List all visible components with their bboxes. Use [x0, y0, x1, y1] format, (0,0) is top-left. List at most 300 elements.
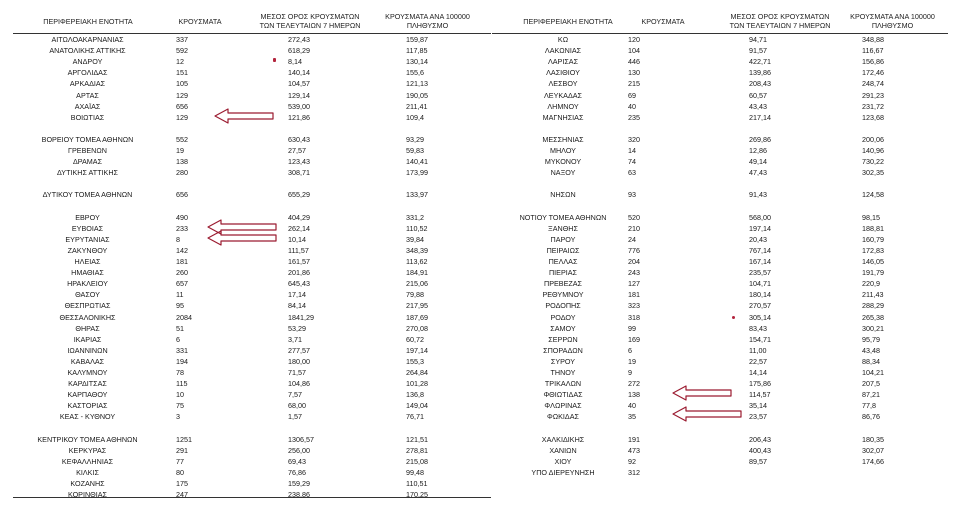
per100k-value: 265,38: [862, 312, 884, 322]
avg7-value: 12,86: [749, 146, 767, 155]
per100k-value: 288,29: [862, 301, 884, 311]
region-name: ΑΝΑΤΟΛΙΚΗΣ ΑΤΤΙΚΗΣ: [49, 46, 126, 56]
region-name: ΠΑΡΟΥ: [550, 234, 576, 244]
cases-value: 318: [628, 312, 640, 322]
per100k-value: 173,99: [406, 168, 428, 178]
avg7-value: 49,14: [749, 157, 767, 167]
per100k-value: 156,86: [862, 57, 884, 67]
cases-value: 191: [628, 434, 640, 444]
region-name: ΛΕΥΚΑΔΑΣ: [543, 90, 582, 100]
arrow-fthiotida-icon: [672, 385, 732, 401]
avg7-value: 84,14: [288, 301, 306, 311]
table-row: [0, 389, 959, 400]
cases-value: 69: [628, 90, 636, 100]
region-name: ΠΡΕΒΕΖΑΣ: [544, 279, 582, 289]
cases-value: 74: [628, 157, 636, 167]
per100k-value: 99,48: [406, 467, 424, 477]
cases-value: 776: [628, 245, 640, 255]
region-name: ΗΜΑΘΙΑΣ: [71, 268, 104, 278]
table-row: [0, 90, 959, 101]
avg7-value: 308,71: [288, 168, 310, 178]
avg7-value: 27,57: [288, 146, 306, 155]
table-row: [0, 289, 959, 300]
avg7-value: 161,57: [288, 257, 310, 266]
left-header-per100k-line2: ΠΛΗΘΥΣΜΟ: [406, 21, 449, 30]
cases-value: 204: [628, 257, 640, 266]
region-name: ΚΙΛΚΙΣ: [76, 467, 99, 477]
region-name: ΣΑΜΟΥ: [550, 323, 576, 333]
region-name: ΛΗΜΝΟΥ: [547, 101, 579, 111]
table-row: [0, 312, 959, 323]
avg7-value: 69,43: [288, 456, 306, 466]
avg7-value: 154,71: [749, 334, 771, 344]
region-name: ΖΑΚΥΝΘΟΥ: [67, 245, 108, 255]
table-row: [0, 56, 959, 67]
table-row: [0, 101, 959, 112]
region-name: ΘΗΡΑΣ: [75, 323, 100, 333]
region-name: ΛΑΣΙΘΙΟΥ: [546, 68, 580, 78]
cases-value: 24: [628, 234, 636, 244]
per100k-value: 86,76: [862, 412, 880, 422]
cases-value: 272: [628, 379, 640, 389]
region-name: ΜΥΚΟΝΟΥ: [544, 157, 582, 167]
region-name: ΚΑΣΤΟΡΙΑΣ: [67, 401, 108, 411]
avg7-value: 3,71: [288, 334, 302, 344]
avg7-value: 1,57: [288, 412, 302, 422]
table-row: [0, 378, 959, 389]
region-name: ΚΑΡΔΙΤΣΑΣ: [68, 379, 107, 389]
cases-value: 6: [176, 334, 180, 344]
region-name: ΧΙΟΥ: [554, 456, 572, 466]
region-name: ΚΕΦΑΛΛΗΝΙΑΣ: [61, 456, 114, 466]
region-name: ΥΠΟ ΔΙΕΡΕΥΝΗΣΗ: [531, 467, 595, 477]
avg7-value: 22,57: [749, 356, 767, 366]
per100k-value: 270,08: [406, 323, 428, 333]
table-row: [0, 267, 959, 278]
per100k-value: 197,14: [406, 345, 428, 355]
avg7-value: 767,14: [749, 245, 771, 255]
table-row: [0, 489, 959, 500]
region-name: ΑΡΓΟΛΙΔΑΣ: [67, 68, 108, 78]
region-name: ΘΕΣΠΡΩΤΙΑΣ: [64, 301, 111, 311]
cases-value: 656: [176, 101, 188, 111]
cases-value: 129: [176, 112, 188, 122]
region-name: ΞΑΝΘΗΣ: [548, 223, 578, 233]
per100k-value: 191,79: [862, 268, 884, 278]
table-row: [0, 323, 959, 334]
region-name: ΛΑΚΩΝΙΑΣ: [544, 46, 582, 56]
region-name: ΑΙΤΩΛΟΑΚΑΡΝΑΝΙΑΣ: [51, 35, 124, 44]
cases-value: 35: [628, 412, 636, 422]
table-row: [0, 400, 959, 411]
right-header-avg-line2: ΤΩΝ ΤΕΛΕΥΤΑΙΩΝ 7 ΗΜΕΡΩΝ: [729, 21, 831, 30]
per100k-value: 211,43: [862, 290, 884, 300]
per100k-value: 187,69: [406, 312, 428, 322]
avg7-value: 201,86: [288, 268, 310, 278]
left-header-region: ΠΕΡΙΦΕΡΕΙΑΚΗ ΕΝΟΤΗΤΑ: [43, 17, 133, 26]
cases-value: 2084: [176, 312, 192, 322]
left-header-per100k: [370, 12, 485, 30]
right-header-avg: [725, 12, 835, 30]
per100k-value: 101,28: [406, 379, 428, 389]
cases-value: 656: [176, 190, 188, 200]
cases-value: 233: [176, 223, 188, 233]
cases-value: 323: [628, 301, 640, 311]
avg7-value: 7,57: [288, 390, 302, 400]
per100k-value: 160,79: [862, 234, 884, 244]
table-row: [0, 212, 959, 223]
per100k-value: 184,91: [406, 268, 428, 278]
per100k-value: 155,6: [406, 68, 424, 78]
per100k-value: 159,87: [406, 35, 428, 44]
per100k-value: 77,8: [862, 401, 876, 411]
per100k-value: 121,51: [406, 434, 428, 444]
per100k-value: 730,22: [862, 157, 884, 167]
table-row: [0, 134, 959, 145]
avg7-value: 235,57: [749, 268, 771, 278]
per100k-value: 39,84: [406, 234, 424, 244]
per100k-value: 172,46: [862, 68, 884, 78]
cases-value: 151: [176, 68, 188, 78]
avg7-value: 68,00: [288, 401, 306, 411]
region-name: ΜΗΛΟΥ: [550, 146, 576, 155]
per100k-value: 93,29: [406, 134, 424, 144]
region-name: ΓΡΕΒΕΝΩΝ: [68, 146, 107, 155]
avg7-value: 568,00: [749, 212, 771, 222]
avg7-value: 91,57: [749, 46, 767, 56]
table-row: [0, 478, 959, 489]
region-name: ΠΕΙΡΑΙΩΣ: [546, 245, 580, 255]
table-row: [0, 300, 959, 311]
region-name: ΒΟΙΩΤΙΑΣ: [70, 112, 105, 122]
left-header-avg-line1: ΜΕΣΟΣ ΟΡΟΣ ΚΡΟΥΣΜΑΤΩΝ: [260, 12, 360, 21]
region-name: ΒΟΡΕΙΟΥ ΤΟΜΕΑ ΑΘΗΝΩΝ: [41, 134, 134, 144]
region-name: ΜΕΣΣΗΝΙΑΣ: [542, 134, 584, 144]
table-row: [0, 434, 959, 445]
per100k-value: 95,79: [862, 334, 880, 344]
per100k-value: 98,15: [862, 212, 880, 222]
right-header-per100k-line2: ΠΛΗΘΥΣΜΟ: [871, 21, 914, 30]
cases-value: 40: [628, 101, 636, 111]
region-name: ΠΕΛΛΑΣ: [548, 257, 578, 266]
avg7-value: 167,14: [749, 257, 771, 266]
region-name: ΑΧΑΪΑΣ: [74, 101, 101, 111]
region-name: ΛΑΡΙΣΑΣ: [547, 57, 579, 67]
cases-value: 40: [628, 401, 636, 411]
per100k-value: 348,88: [862, 35, 884, 44]
stray-mark: [732, 316, 735, 319]
table-row: [0, 245, 959, 256]
cases-value: 181: [176, 257, 188, 266]
region-name: ΙΩΑΝΝΙΝΩΝ: [67, 345, 108, 355]
table-row: [0, 112, 959, 123]
cases-value: 6: [628, 345, 632, 355]
avg7-value: 1841,29: [288, 312, 314, 322]
region-name: ΜΑΓΝΗΣΙΑΣ: [542, 112, 584, 122]
region-name: ΦΛΩΡΙΝΑΣ: [544, 401, 582, 411]
table-row: [0, 256, 959, 267]
region-name: ΛΕΣΒΟΥ: [548, 79, 578, 89]
right-header-cases: ΚΡΟΥΣΜΑΤΑ: [641, 17, 685, 26]
per100k-value: 130,14: [406, 57, 428, 67]
cases-value: 19: [628, 356, 636, 366]
region-name: ΡΟΔΟΠΗΣ: [545, 301, 581, 311]
table-row: [0, 156, 959, 167]
avg7-value: 14,14: [749, 368, 767, 377]
avg7-value: 121,86: [288, 112, 310, 122]
per100k-value: 331,2: [406, 212, 424, 222]
avg7-value: 11,00: [749, 345, 767, 355]
cases-value: 92: [628, 456, 636, 466]
per100k-value: 140,41: [406, 157, 428, 167]
avg7-value: 618,29: [288, 46, 310, 56]
cases-value: 490: [176, 212, 188, 222]
per100k-value: 188,81: [862, 223, 884, 233]
table-row: [0, 411, 959, 422]
cases-value: 130: [628, 68, 640, 78]
region-name: ΚΑΒΑΛΑΣ: [70, 356, 105, 366]
region-name: ΔΥΤΙΚΗΣ ΑΤΤΙΚΗΣ: [57, 168, 118, 178]
per100k-value: 170,25: [406, 490, 428, 500]
table-row: [0, 334, 959, 345]
cases-value: 19: [176, 146, 184, 155]
right-header-per100k: [835, 12, 950, 30]
cases-value: 99: [628, 323, 636, 333]
avg7-value: 89,57: [749, 456, 767, 466]
cases-value: 115: [176, 379, 188, 389]
region-name: ΚΕΝΤΡΙΚΟΥ ΤΟΜΕΑ ΑΘΗΝΩΝ: [37, 434, 138, 444]
per100k-value: 140,96: [862, 146, 884, 155]
cases-value: 8: [176, 234, 180, 244]
avg7-value: 655,29: [288, 190, 310, 200]
per100k-value: 88,34: [862, 356, 880, 366]
region-name: ΤΡΙΚΑΛΩΝ: [544, 379, 582, 389]
table-row: [0, 445, 959, 456]
per100k-value: 217,95: [406, 301, 428, 311]
right-header-avg-line1: ΜΕΣΟΣ ΟΡΟΣ ΚΡΟΥΣΜΑΤΩΝ: [730, 12, 830, 21]
per100k-value: 124,58: [862, 190, 884, 200]
region-name: ΕΥΡΥΤΑΝΙΑΣ: [65, 234, 110, 244]
table-row: [0, 34, 959, 45]
cases-value: 9: [628, 368, 632, 377]
region-name: ΡΕΘΥΜΝΟΥ: [542, 290, 584, 300]
avg7-value: 180,00: [288, 356, 310, 366]
per100k-value: 123,68: [862, 112, 884, 122]
cases-value: 78: [176, 368, 184, 377]
per100k-value: 79,88: [406, 290, 424, 300]
table-row: [0, 167, 959, 178]
region-name: ΡΟΔΟΥ: [550, 312, 576, 322]
region-name: ΚΑΛΥΜΝΟΥ: [67, 368, 108, 377]
per100k-value: 220,9: [862, 279, 880, 289]
cases-value: 260: [176, 268, 188, 278]
region-name: ΚΟΖΑΝΗΣ: [70, 479, 105, 488]
cases-value: 138: [628, 390, 640, 400]
avg7-value: 53,29: [288, 323, 306, 333]
region-name: ΑΡΤΑΣ: [76, 90, 99, 100]
cases-value: 337: [176, 35, 188, 44]
cases-value: 63: [628, 168, 636, 178]
region-name: ΕΥΒΟΙΑΣ: [71, 223, 104, 233]
per100k-value: 109,4: [406, 112, 424, 122]
left-header-per100k-line1: ΚΡΟΥΣΜΑΤΑ ΑΝΑ 100000: [385, 12, 470, 21]
arrow-evrytania-icon: [207, 230, 277, 246]
avg7-value: 1306,57: [288, 434, 314, 444]
avg7-value: 139,86: [749, 68, 771, 78]
avg7-value: 539,00: [288, 101, 310, 111]
per100k-value: 300,21: [862, 323, 884, 333]
per100k-value: 136,8: [406, 390, 424, 400]
cases-value: 280: [176, 168, 188, 178]
region-name: ΦΘΙΩΤΙΔΑΣ: [543, 390, 583, 400]
cases-value: 93: [628, 190, 636, 200]
avg7-value: 94,71: [749, 35, 767, 44]
cases-value: 657: [176, 279, 188, 289]
avg7-value: 140,14: [288, 68, 310, 78]
per100k-value: 190,05: [406, 90, 428, 100]
avg7-value: 277,57: [288, 345, 310, 355]
cases-value: 77: [176, 456, 184, 466]
region-name: ΚΕΡΚΥΡΑΣ: [68, 445, 107, 455]
cases-value: 175: [176, 479, 188, 488]
per100k-value: 110,51: [406, 479, 428, 488]
region-name: ΚΑΡΠΑΘΟΥ: [67, 390, 108, 400]
stray-mark: [273, 58, 276, 62]
right-header-per100k-line1: ΚΡΟΥΣΜΑΤΑ ΑΝΑ 100000: [850, 12, 935, 21]
avg7-value: 270,57: [749, 301, 771, 311]
per100k-value: 207,5: [862, 379, 880, 389]
avg7-value: 197,14: [749, 223, 771, 233]
region-name: ΚΩ: [557, 35, 569, 44]
region-name: ΝΑΞΟΥ: [550, 168, 576, 178]
per100k-value: 87,21: [862, 390, 880, 400]
per100k-value: 60,72: [406, 334, 424, 344]
per100k-value: 302,07: [862, 445, 884, 455]
region-name: ΤΗΝΟΥ: [550, 368, 576, 377]
region-name: ΙΚΑΡΙΑΣ: [73, 334, 102, 344]
cases-value: 11: [176, 290, 184, 300]
per100k-value: 121,13: [406, 79, 428, 89]
avg7-value: 104,57: [288, 79, 310, 89]
avg7-value: 645,43: [288, 279, 310, 289]
avg7-value: 83,43: [749, 323, 767, 333]
cases-value: 105: [176, 79, 188, 89]
per100k-value: 180,35: [862, 434, 884, 444]
region-name: ΔΥΤΙΚΟΥ ΤΟΜΕΑ ΑΘΗΝΩΝ: [42, 190, 133, 200]
region-name: ΚΟΡΙΝΘΙΑΣ: [68, 490, 107, 500]
avg7-value: 23,57: [749, 412, 767, 422]
cases-value: 51: [176, 323, 184, 333]
cases-value: 320: [628, 134, 640, 144]
region-name: ΘΑΣΟΥ: [75, 290, 100, 300]
cases-value: 194: [176, 356, 188, 366]
avg7-value: 256,00: [288, 445, 310, 455]
region-name: ΣΠΟΡΑΔΩΝ: [543, 345, 583, 355]
avg7-value: 400,43: [749, 445, 771, 455]
region-name: ΚΕΑΣ - ΚΥΘΝΟΥ: [59, 412, 116, 422]
per100k-value: 172,83: [862, 245, 884, 255]
avg7-value: 71,57: [288, 368, 306, 377]
per100k-value: 231,72: [862, 101, 884, 111]
per100k-value: 211,41: [406, 101, 428, 111]
region-name: ΣΕΡΡΩΝ: [548, 334, 578, 344]
table-row: [0, 223, 959, 234]
region-name: ΑΡΚΑΔΙΑΣ: [69, 79, 106, 89]
per100k-value: 59,83: [406, 146, 424, 155]
region-name: ΑΝΔΡΟΥ: [72, 57, 103, 67]
cases-value: 552: [176, 134, 188, 144]
avg7-value: 159,29: [288, 479, 310, 488]
avg7-value: 129,14: [288, 90, 310, 100]
cases-value: 80: [176, 467, 184, 477]
avg7-value: 20,43: [749, 234, 767, 244]
avg7-value: 104,71: [749, 279, 771, 289]
cases-value: 520: [628, 212, 640, 222]
right-header-region: ΠΕΡΙΦΕΡΕΙΑΚΗ ΕΝΟΤΗΤΑ: [523, 17, 613, 26]
region-name: ΧΑΛΚΙΔΙΚΗΣ: [541, 434, 585, 444]
per100k-value: 200,06: [862, 134, 884, 144]
arrow-voiotia-icon: [214, 108, 274, 124]
table-row: [0, 45, 959, 56]
avg7-value: 630,43: [288, 134, 310, 144]
table-row: [0, 234, 959, 245]
per100k-value: 116,67: [862, 46, 884, 56]
cases-value: 120: [628, 35, 640, 44]
avg7-value: 175,86: [749, 379, 771, 389]
cases-value: 127: [628, 279, 640, 289]
per100k-value: 264,84: [406, 368, 428, 377]
avg7-value: 238,86: [288, 490, 310, 500]
table-row: [0, 189, 959, 200]
table-row: [0, 467, 959, 478]
avg7-value: 208,43: [749, 79, 771, 89]
cases-value: 210: [628, 223, 640, 233]
cases-value: 247: [176, 490, 188, 500]
avg7-value: 269,86: [749, 134, 771, 144]
cases-value: 215: [628, 79, 640, 89]
per100k-value: 104,21: [862, 368, 884, 377]
cases-value: 138: [176, 157, 188, 167]
cases-value: 10: [176, 390, 184, 400]
cases-value: 1251: [176, 434, 192, 444]
cases-value: 104: [628, 46, 640, 56]
table-row: [0, 356, 959, 367]
per100k-value: 278,81: [406, 445, 428, 455]
per100k-value: 146,05: [862, 257, 884, 266]
avg7-value: 272,43: [288, 35, 310, 44]
cases-value: 446: [628, 57, 640, 67]
region-name: ΣΥΡΟΥ: [550, 356, 576, 366]
avg7-value: 8,14: [288, 57, 302, 67]
cases-value: 235: [628, 112, 640, 122]
avg7-value: 104,86: [288, 379, 310, 389]
cases-value: 169: [628, 334, 640, 344]
avg7-value: 60,57: [749, 90, 767, 100]
cases-value: 95: [176, 301, 184, 311]
per100k-value: 149,04: [406, 401, 428, 411]
per100k-value: 291,23: [862, 90, 884, 100]
region-name: ΗΛΕΙΑΣ: [74, 257, 101, 266]
per100k-value: 155,3: [406, 356, 424, 366]
table-row: [0, 367, 959, 378]
region-name: ΧΑΝΙΩΝ: [549, 445, 577, 455]
avg7-value: 47,43: [749, 168, 767, 178]
per100k-value: 215,06: [406, 279, 428, 289]
table-row: [0, 78, 959, 89]
arrow-fokida-icon: [672, 406, 742, 422]
per100k-value: 215,08: [406, 456, 428, 466]
region-name: ΘΕΣΣΑΛΟΝΙΚΗΣ: [59, 312, 116, 322]
